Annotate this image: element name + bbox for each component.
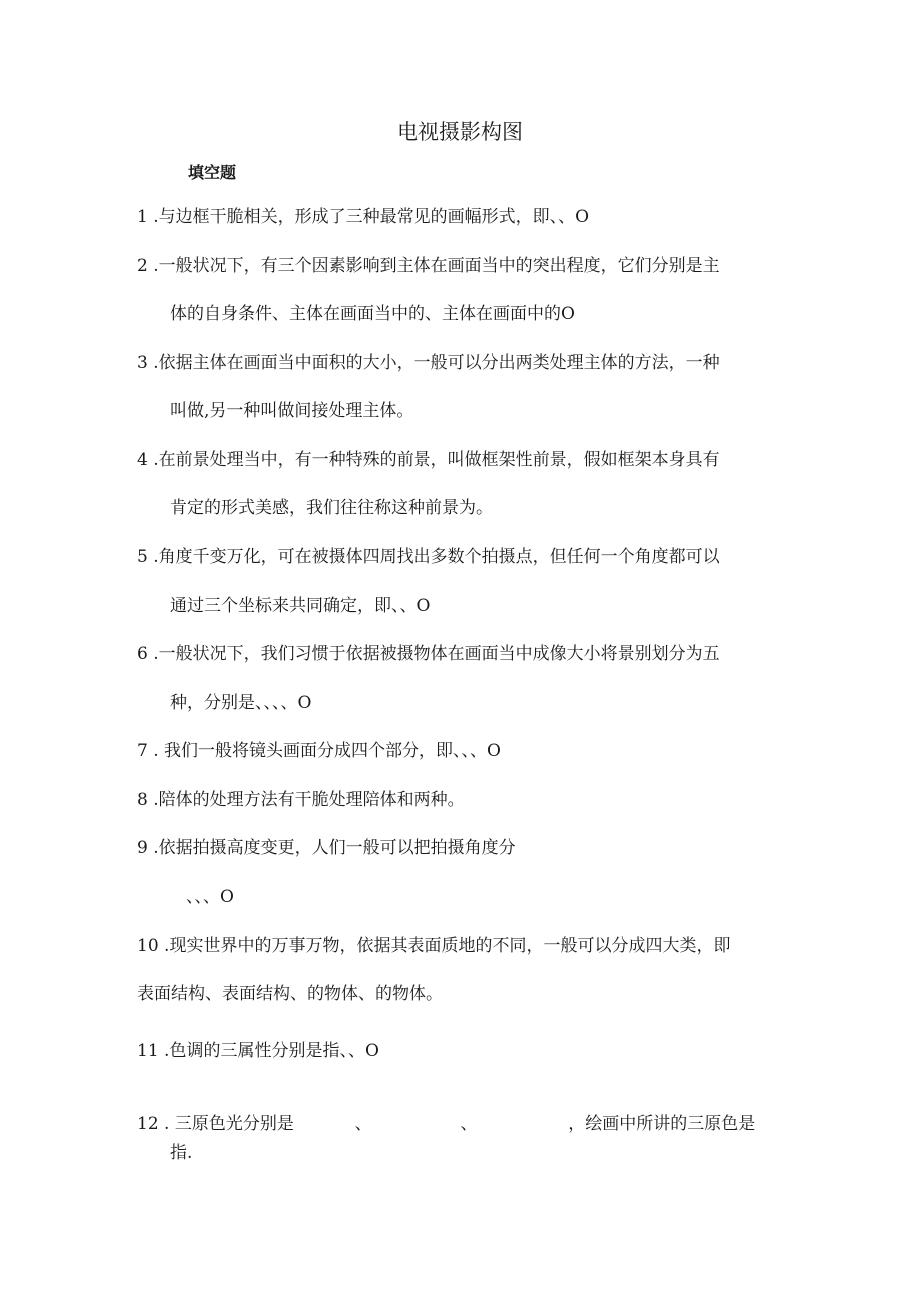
question-1 xyxy=(137,205,589,229)
question-text-part: ，绘画中所讲的三原色是 xyxy=(568,1114,756,1134)
question-text: .在前景处理当中，有一种特殊的前景，叫做框架性前景，假如框架本身具有 xyxy=(153,450,720,470)
question-text: .一般状况下，有三个因素影响到主体在画面当中的突出程度，它们分别是主 xyxy=(153,256,720,276)
question-6-continuation: 种，分别是、、、、O xyxy=(170,693,312,713)
question-number: 12 xyxy=(137,1114,159,1134)
question-text: .陪体的处理方法有干脆处理陪体和两种。 xyxy=(153,790,465,810)
document-title: 电视摄影构图 xyxy=(397,120,523,144)
question-2-continuation: 体的自身条件、主体在画面当中的、主体在画面中的O xyxy=(170,304,575,324)
question-text: .依据主体在画面当中面积的大小，一般可以分出两类处理主体的方法，一种 xyxy=(153,353,720,373)
question-number: 10 xyxy=(137,936,159,956)
question-9 xyxy=(137,836,516,860)
question-number: 9 xyxy=(137,838,148,858)
question-number: 4 xyxy=(137,450,148,470)
question-5 xyxy=(137,545,720,569)
question-12-continuation: 指. xyxy=(170,1143,193,1163)
question-number: 3 xyxy=(137,353,148,373)
question-4-continuation: 肯定的形式美感，我们往往称这种前景为。 xyxy=(170,498,493,518)
question-12 xyxy=(137,1112,755,1136)
question-3 xyxy=(137,351,720,375)
question-3-continuation: 叫做,另一种叫做间接处理主体。 xyxy=(170,401,414,421)
question-number: 11 xyxy=(137,1041,159,1061)
section-heading: 填空题 xyxy=(188,163,237,182)
question-text: .色调的三属性分别是指、、O xyxy=(164,1041,379,1061)
question-number: 6 xyxy=(137,644,148,664)
question-2 xyxy=(137,254,720,278)
question-text: .依据拍摄高度变更，人们一般可以把拍摄角度分 xyxy=(153,838,516,858)
question-number: 8 xyxy=(137,790,148,810)
question-number: 5 xyxy=(137,547,148,567)
question-text: .与边框干脆相关，形成了三种最常见的画幅形式，即、、O xyxy=(153,207,590,227)
question-4 xyxy=(137,448,720,472)
question-number: 7 xyxy=(137,741,148,761)
question-6 xyxy=(137,642,720,666)
question-number: 2 xyxy=(137,256,148,276)
question-text: .角度千变万化，可在被摄体四周找出多数个拍摄点，但任何一个角度都可以 xyxy=(153,547,720,567)
question-text: . 我们一般将镜头画面分成四个部分，即、、、O xyxy=(153,741,501,761)
question-text-part: 、 xyxy=(354,1114,372,1134)
question-8 xyxy=(137,788,465,812)
question-text: .一般状况下，我们习惯于依据被摄物体在画面当中成像大小将景别划分为五 xyxy=(153,644,720,664)
question-number: 1 xyxy=(137,207,148,227)
question-9-continuation: 、、、O xyxy=(186,887,234,907)
question-10-continuation: 表面结构、表面结构、的物体、的物体。 xyxy=(137,984,443,1004)
question-7 xyxy=(137,739,501,763)
question-text-part: . 三原色光分别是 xyxy=(164,1114,294,1134)
question-10 xyxy=(137,934,730,958)
question-text: .现实世界中的万事万物，依据其表面质地的不同，一般可以分成四大类，即 xyxy=(164,936,731,956)
question-text-part: 、 xyxy=(460,1114,478,1134)
question-5-continuation: 通过三个坐标来共同确定，即、、O xyxy=(170,596,431,616)
question-11 xyxy=(137,1039,379,1063)
